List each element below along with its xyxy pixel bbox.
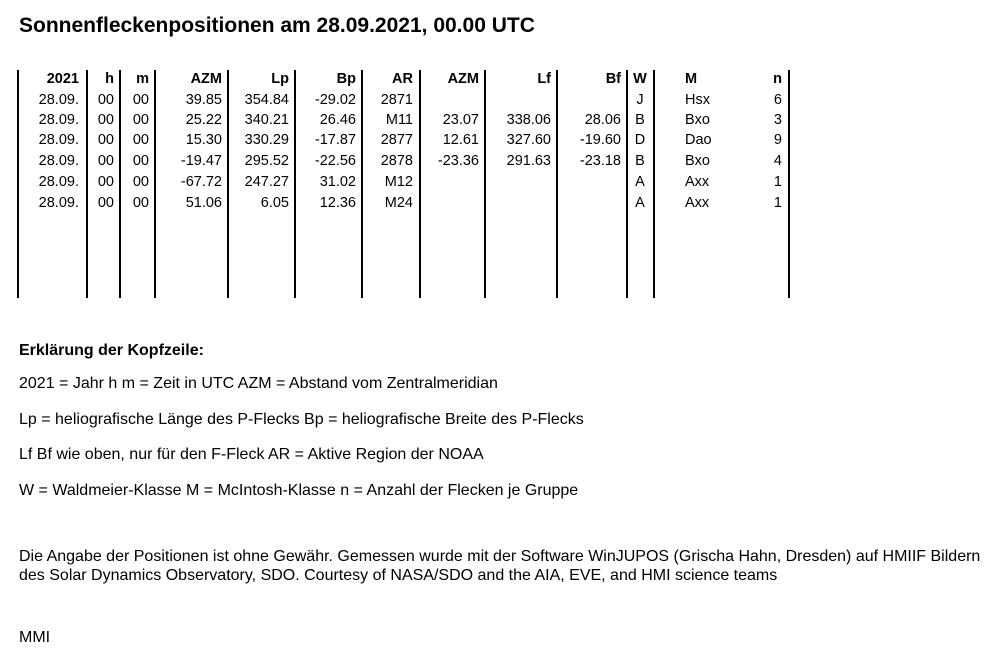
- cell-n: 6: [773, 92, 782, 108]
- header-lp: Lp: [271, 71, 289, 87]
- header-n: n: [773, 71, 782, 87]
- cell-w: A: [635, 195, 645, 211]
- cell-lf: [486, 92, 551, 109]
- cell-date: 28.09.: [38, 132, 79, 148]
- cell-azm-p: 25.22: [185, 112, 222, 128]
- cell-bf: -19.60: [579, 132, 621, 148]
- cell-n: 1: [773, 195, 782, 211]
- table-row: [17, 92, 790, 109]
- cell-date: 28.09.: [38, 195, 79, 211]
- cell-n: 1: [773, 174, 782, 190]
- cell-hour: 00: [97, 132, 114, 148]
- table-row: [17, 153, 790, 170]
- cell-bp: -29.02: [314, 92, 356, 108]
- cell-minute: 00: [132, 112, 149, 128]
- cell-azm-p: 39.85: [185, 92, 222, 108]
- cell-azm-p: -19.47: [180, 153, 222, 169]
- sunspot-table: [17, 70, 790, 298]
- cell-n: 9: [773, 132, 782, 148]
- cell-bp: -17.87: [314, 132, 356, 148]
- cell-azm-f: -23.36: [437, 153, 479, 169]
- cell-ar: 2877: [380, 132, 413, 148]
- cell-w: J: [636, 92, 644, 108]
- header-azm-f: AZM: [447, 71, 479, 87]
- cell-date: 28.09.: [38, 153, 79, 169]
- page-title: Sonnenfleckenpositionen am 28.09.2021, 00.00 UTC: [19, 14, 535, 37]
- cell-bp: 12.36: [319, 195, 356, 211]
- cell-w: D: [634, 132, 646, 148]
- cell-azm-f: 23.07: [442, 112, 479, 128]
- explanation-line: Lf Bf wie oben, nur für den F-Fleck AR = Aktive Region der NOAA: [19, 446, 484, 463]
- header-year: 2021: [46, 71, 79, 87]
- cell-hour: 00: [97, 195, 114, 211]
- cell-minute: 00: [132, 195, 149, 211]
- cell-bf: [558, 174, 621, 191]
- cell-date: 28.09.: [38, 92, 79, 108]
- header-bp: Bp: [336, 71, 356, 87]
- cell-m: Axx: [685, 174, 710, 190]
- cell-w: A: [635, 174, 645, 190]
- cell-lp: 340.21: [244, 112, 289, 128]
- cell-lf: [486, 195, 551, 212]
- header-lf: Lf: [537, 71, 551, 87]
- cell-bp: 31.02: [319, 174, 356, 190]
- cell-bf: [558, 195, 621, 212]
- cell-ar: 2878: [380, 153, 413, 169]
- cell-azm-p: 51.06: [185, 195, 222, 211]
- cell-lp: 247.27: [244, 174, 289, 190]
- cell-lp: 354.84: [244, 92, 289, 108]
- explanation-line: 2021 = Jahr h m = Zeit in UTC AZM = Abstand vom Zentralmeridian: [19, 375, 498, 392]
- cell-w: B: [635, 153, 645, 169]
- cell-bf: -23.18: [579, 153, 621, 169]
- cell-hour: 00: [97, 153, 114, 169]
- cell-date: 28.09.: [38, 112, 79, 128]
- cell-lf: [486, 174, 551, 191]
- cell-n: 3: [773, 112, 782, 128]
- cell-minute: 00: [132, 174, 149, 190]
- cell-azm-f: [421, 195, 479, 212]
- cell-bp: 26.46: [319, 112, 356, 128]
- cell-bp: -22.56: [314, 153, 356, 169]
- table-header-row: [17, 71, 790, 88]
- cell-minute: 00: [132, 153, 149, 169]
- cell-lf: 327.60: [506, 132, 551, 148]
- cell-m: Axx: [685, 195, 710, 211]
- disclaimer-text: Die Angabe der Positionen ist ohne Gewähr. Gemessen wurde mit der Software WinJUPOS (Grischa Hahn, Dresden) auf HMIIF Bildern des Solar Dynamics Observatory, SDO. Courtesy of NASA/SDO and the AIA, EVE, and HMI science teams: [19, 548, 981, 584]
- header-azm-p: AZM: [190, 71, 222, 87]
- header-bf: Bf: [605, 71, 621, 87]
- cell-lf: 291.63: [506, 153, 551, 169]
- table-row: [17, 132, 790, 149]
- header-hour: h: [105, 71, 114, 87]
- cell-bf: [558, 92, 621, 109]
- cell-hour: 00: [97, 112, 114, 128]
- cell-lp: 6.05: [260, 195, 289, 211]
- cell-m: Dao: [685, 132, 712, 148]
- cell-w: B: [635, 112, 645, 128]
- cell-m: Bxo: [685, 153, 710, 169]
- header-w: W: [633, 71, 647, 87]
- cell-azm-f: [421, 174, 479, 191]
- cell-ar: 2871: [380, 92, 413, 108]
- cell-lp: 330.29: [244, 132, 289, 148]
- cell-lp: 295.52: [244, 153, 289, 169]
- cell-ar: M11: [385, 112, 413, 128]
- cell-ar: M24: [384, 195, 413, 211]
- cell-n: 4: [773, 153, 782, 169]
- table-row: [17, 112, 790, 129]
- cell-minute: 00: [132, 132, 149, 148]
- cell-m: Bxo: [685, 112, 710, 128]
- cell-azm-f: 12.61: [442, 132, 479, 148]
- cell-lf: 338.06: [506, 112, 551, 128]
- cell-m: Hsx: [685, 92, 710, 108]
- table-row: [17, 195, 790, 212]
- cell-ar: M12: [384, 174, 413, 190]
- cell-minute: 00: [132, 92, 149, 108]
- cell-azm-p: 15.30: [185, 132, 222, 148]
- cell-bf: 28.06: [584, 112, 621, 128]
- cell-azm-f: [421, 92, 479, 109]
- explanation-line: Lp = heliografische Länge des P-Flecks Bp = heliografische Breite des P-Flecks: [19, 411, 584, 428]
- cell-hour: 00: [97, 92, 114, 108]
- table-row: [17, 174, 790, 191]
- cell-azm-p: -67.72: [180, 174, 222, 190]
- header-m: M: [685, 71, 698, 87]
- header-minute: m: [136, 71, 149, 87]
- signature: MMI: [19, 629, 51, 646]
- explanation-line: W = Waldmeier-Klasse M = McIntosh-Klasse n = Anzahl der Flecken je Gruppe: [19, 482, 579, 499]
- header-ar: AR: [392, 71, 413, 87]
- explanation-heading: Erklärung der Kopfzeile:: [19, 342, 204, 359]
- cell-date: 28.09.: [38, 174, 79, 190]
- cell-hour: 00: [97, 174, 114, 190]
